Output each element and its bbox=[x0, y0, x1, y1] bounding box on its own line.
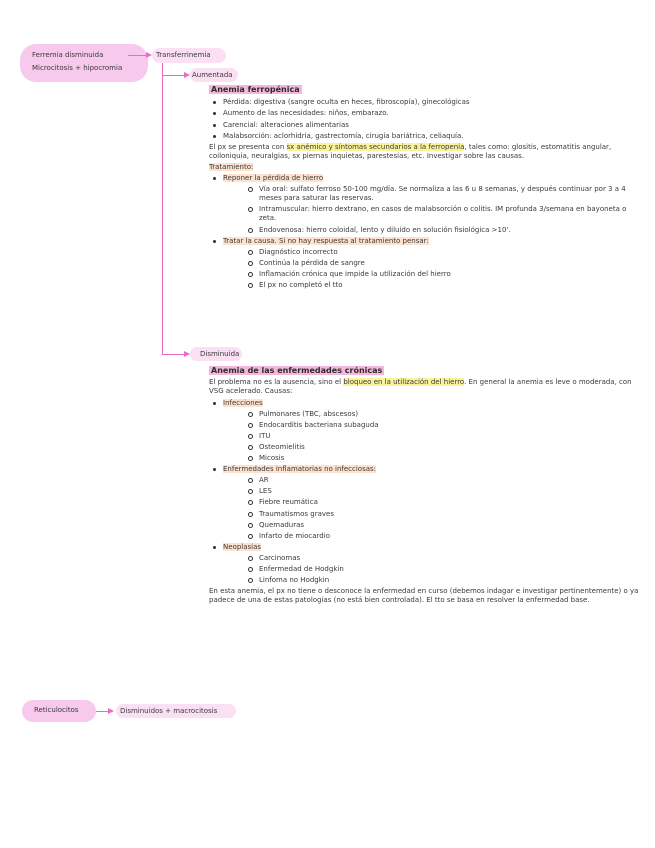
reticulocitos-result-text: Disminuidos + macrocitosis bbox=[120, 707, 218, 715]
list-item: Fiebre reumática bbox=[245, 498, 639, 507]
list-item: Linfoma no Hodgkin bbox=[245, 576, 639, 585]
aumentada-label: Aumentada bbox=[192, 71, 233, 79]
list-item: Micosis bbox=[245, 454, 639, 463]
list-item: Infecciones Pulmonares (TBC, abscesos) Endocarditis bacteriana subaguda ITU Osteomielitis Micosis bbox=[209, 399, 639, 464]
cronicas-closing-paragraph: En esta anemia, el px no tiene o desconoce la enfermedad en curso (debemos indagar e investigar pertinentemente) o ya padece de una de estas patologías (no está bien controlada). El tto se basa en resolver la enfermedad base. bbox=[209, 587, 639, 605]
list-item: Continúa la pérdida de sangre bbox=[245, 259, 639, 268]
list-item: Malabsorción: aclorhidria, gastrectomía, cirugía bariátrica, celiaquía. bbox=[209, 132, 639, 141]
arrow-icon bbox=[108, 708, 114, 714]
list-item: ITU bbox=[245, 432, 639, 441]
disminuida-label: Disminuida bbox=[200, 350, 240, 358]
list-item: Diagnóstico incorrecto bbox=[245, 248, 639, 257]
list-item: Enfermedades inflamatorias no infecciosas: AR LES Fiebre reumática Traumatismos graves Quemaduras Infarto de miocardio bbox=[209, 465, 639, 541]
list-item: Endocarditis bacteriana subaguda bbox=[245, 421, 639, 430]
list-item: Vía oral: sulfato ferroso 50-100 mg/día. Se normaliza a las 6 u 8 semanas, y después continuar por 3 a 4 meses para saturar las reservas. bbox=[245, 185, 639, 203]
connector-line bbox=[128, 55, 148, 56]
list-item: Quemaduras bbox=[245, 521, 639, 530]
list-item: Pérdida: digestiva (sangre oculta en heces, fibroscopía), ginecológicas bbox=[209, 98, 639, 107]
list-item: Inflamación crónica que impide la utilización del hierro bbox=[245, 270, 639, 279]
highlight-text: bloqueo en la utilización del hierro bbox=[343, 378, 465, 387]
cronicas-paragraph: El problema no es la ausencia, sino el bloqueo en la utilización del hierro. En general la anemia es leve o moderada, con VSG acelerado. Causas: bbox=[209, 378, 632, 396]
list-item: Reponer la pérdida de hierro Vía oral: sulfato ferroso 50-100 mg/día. Se normaliza a las 6 u 8 semanas, y después continuar por 3 a 4 meses para saturar las reservas. Intramuscular: hierro dextrano, en casos de malabsorción o colitis. IM profunda 3/semana en bayoneta o zeta. Endovenosa: hierro coloidal, lento y diluido en solución fisiológica >10'. bbox=[209, 174, 639, 235]
list-item: Enfermedad de Hodgkin bbox=[245, 565, 639, 574]
ferropenica-section bbox=[209, 85, 639, 292]
vertical-connector-line bbox=[162, 63, 163, 354]
list-item: AR bbox=[245, 476, 639, 485]
reticulocitos-text: Reticulocitos bbox=[34, 706, 79, 714]
list-item: Tratar la causa. Si no hay respuesta al tratamiento pensar: Diagnóstico incorrecto Continúa la pérdida de sangre Inflamación crónica que impide la utilización del hierro El px no completó el tto bbox=[209, 237, 639, 290]
cronicas-section bbox=[209, 366, 639, 607]
list-item: LES bbox=[245, 487, 639, 496]
highlight-text: sx anémico y síntomas secundarios a la ferropenia bbox=[286, 142, 465, 151]
list-item: Traumatismos graves bbox=[245, 510, 639, 519]
ferropenica-title: Anemia ferropénica bbox=[211, 85, 300, 94]
ferropenica-paragraph: El px se presenta con sx anémico y síntomas secundarios a la ferropenia, tales como: glositis, estomatitis angular, coiloniquia, neuralgias, sx piernas inquietas, parestesias, etc. Investigar sobre las causas. bbox=[209, 142, 612, 160]
list-item: Carencial: alteraciones alimentarias bbox=[209, 121, 639, 130]
tratamiento-label: Tratamiento: bbox=[209, 162, 254, 171]
ferropenica-causes-list bbox=[209, 98, 639, 140]
list-item: Infarto de miocardio bbox=[245, 532, 639, 541]
cronicas-title: Anemia de las enfermedades crónicas bbox=[211, 366, 383, 375]
ferremia-pill bbox=[20, 44, 148, 82]
list-item: Endovenosa: hierro coloidal, lento y diluido en solución fisiológica >10'. bbox=[245, 226, 639, 235]
list-item: Aumento de las necesidades: niños, embarazo. bbox=[209, 109, 639, 118]
list-item: Neoplasias Carcinomas Enfermedad de Hodgkin Linfoma no Hodgkin bbox=[209, 543, 639, 585]
list-item: Pulmonares (TBC, abscesos) bbox=[245, 410, 639, 419]
list-item: Intramuscular: hierro dextrano, en casos de malabsorción o colitis. IM profunda 3/semana en bayoneta o zeta. bbox=[245, 205, 639, 223]
list-item: El px no completó el tto bbox=[245, 281, 639, 290]
transferrinemia-text: Transferrinemia bbox=[156, 51, 211, 59]
list-item: Osteomielitis bbox=[245, 443, 639, 452]
microcitosis-text: Microcitosis + hipocromia bbox=[32, 64, 123, 72]
ferremia-text: Ferremia disminuida bbox=[32, 51, 104, 59]
list-item: Carcinomas bbox=[245, 554, 639, 563]
